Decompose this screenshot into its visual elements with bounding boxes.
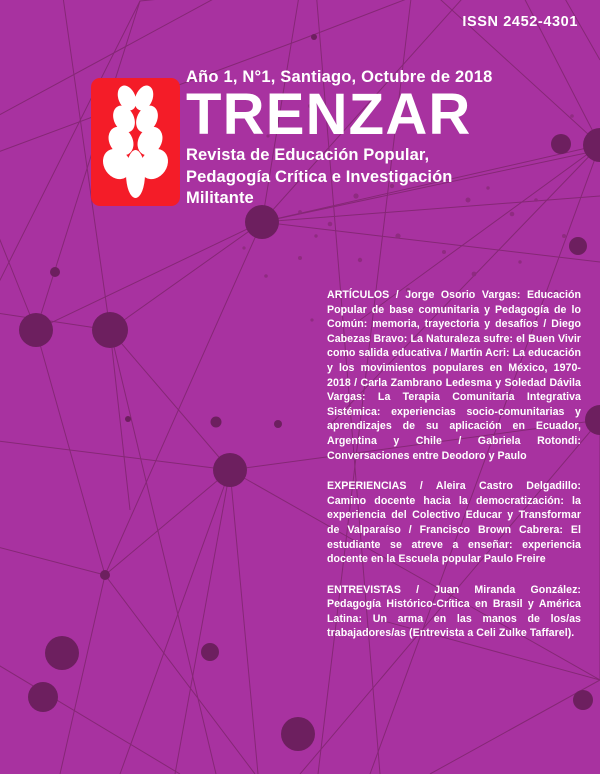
toc-separator: / [400, 583, 435, 596]
toc-section-body: Jorge Osorio Vargas: Educación Popular de base comunitaria y Pedagogía de lo Común: memoria, trayectoria y desafíos / Diego Cabezas Bravo: La Naturaleza sufre: el Buen Vivir como salida educativa / Martín Acri: La educación y los movimientos populares en México, 1970-2018 / Carla Zambrano Ledesma y Soledad Dávila Vargas: La Terapia Comunitaria Integrativa Sistémica: experiencias socio-comunitarias y aprendizajes de su aplicación en Ecuador, Argentina y Chile / Gabriela Rotondi: Conversaciones entre Deodoro y Paulo [327, 289, 582, 462]
toc-section-label: EXPERIENCIAS [327, 480, 407, 493]
toc-section-entrevistas [327, 583, 581, 641]
toc-separator: / [389, 289, 406, 301]
toc-separator: / [406, 480, 436, 493]
wheat-stalk-icon [91, 78, 180, 206]
journal-logo [91, 78, 180, 206]
issn-text: ISSN 2452-4301 [462, 14, 578, 30]
toc-section-label: ARTÍCULOS [327, 289, 390, 301]
toc-section-body: Juan Miranda González: Pedagogía Histórico-Crítica en Brasil y América Latina: Un arma en las manos de los/as trabajadores/as (Entrevista a Celi Zulke Taffarel). [327, 583, 581, 640]
toc-section-body: Aleira Castro Delgadillo: Camino docente hacia la democratización: la experiencia del Colectivo Educar y Transformar de Valparaíso / Francisco Brown Cabrera: El estudiante se atreve a enseñar: experiencia docente en la Escuela popular Paulo Freire [327, 480, 581, 566]
toc-section-articulos [327, 288, 581, 463]
toc-section-experiencias [327, 479, 581, 567]
journal-subtitle: Revista de Educación Popular, Pedagogía Crítica e Investigación Militante [186, 146, 453, 208]
toc-section-label: ENTREVISTAS [327, 583, 401, 596]
table-of-contents [327, 288, 581, 641]
masthead [186, 68, 586, 210]
page-title: TRENZAR [186, 82, 472, 148]
issue-line: Año 1, N°1, Santiago, Octubre de 2018 [186, 68, 493, 86]
